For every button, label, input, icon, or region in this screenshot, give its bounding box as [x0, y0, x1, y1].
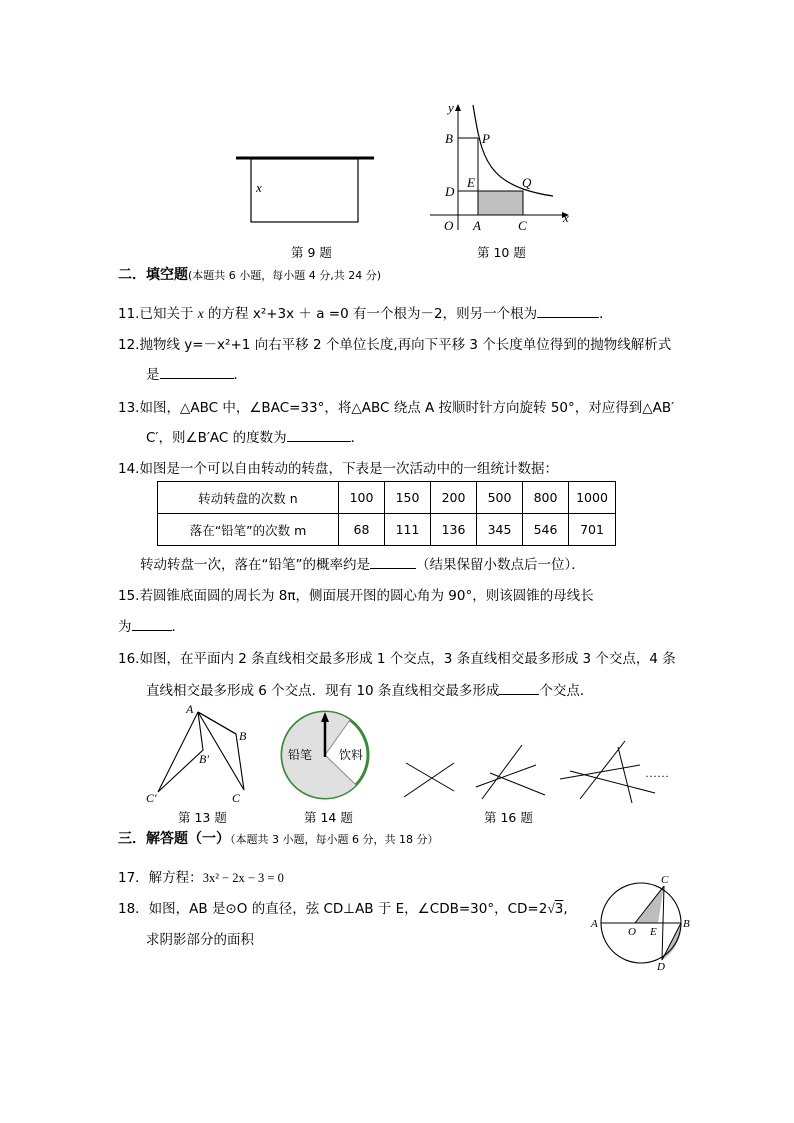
table-cell: 345	[477, 514, 523, 546]
figure-18	[591, 872, 695, 973]
section2-note: (本题共 6 小题，每小题 4 分,共 24 分)	[188, 269, 382, 282]
table-cell: 800	[523, 482, 569, 514]
section3-note: （本题共 3 小题，每小题 6 分，共 18 分）	[230, 833, 439, 846]
fig14-label-pencil: 铅笔	[288, 748, 313, 762]
fig16-dots: ……	[645, 766, 669, 780]
figure-14	[280, 710, 370, 800]
fig16-line	[618, 747, 632, 803]
table-row	[158, 514, 616, 546]
table-cell: 701	[569, 514, 616, 546]
fig18-label-C: C	[661, 874, 669, 886]
fig13-label-A: A	[186, 702, 194, 716]
fig10-label-x: x	[563, 210, 569, 225]
table-cell: 1000	[569, 482, 616, 514]
table-cell: 111	[385, 514, 431, 546]
question-15-line2: 为 ．	[118, 619, 185, 635]
fig14-label-drink: 饮料	[339, 748, 364, 762]
table-cell: 546	[523, 514, 569, 546]
fig10-label-P: P	[482, 131, 490, 146]
question-14-after: 转动转盘一次，落在“铅笔”的概率约是 （结果保留小数点后一位）．	[140, 557, 585, 573]
question-14-intro: 14.如图是一个可以自由转动的转盘，下表是一次活动中的一组统计数据：	[118, 461, 558, 477]
fig16-line	[570, 771, 655, 793]
fig18-label-E: E	[650, 926, 657, 938]
question-17: 17．解方程：3x² − 2x − 3 = 0	[118, 870, 284, 886]
table-header-m: 落在“铅笔”的次数 m	[158, 514, 339, 546]
table-cell: 200	[431, 482, 477, 514]
fig18-label-B: B	[683, 918, 690, 930]
figure-9	[230, 150, 380, 230]
fig16-line	[476, 765, 536, 787]
question-18-line1: 18．如图，AB 是⊙O 的直径，弦 CD⊥AB 于 E，∠CDB=30°，CD=2√3,	[118, 901, 568, 917]
figure-13	[140, 700, 260, 810]
answer-blank-16[interactable]	[499, 682, 539, 695]
answer-blank-15[interactable]	[132, 618, 172, 631]
question-11: 11.已知关于 x 的方程 x²+3x ＋ a =0 有一个根为－2，则另一个根为 ．	[118, 306, 613, 322]
fig10-label-D: D	[445, 184, 455, 199]
fig18-label-O: O	[628, 926, 636, 938]
fig16-line	[404, 763, 454, 797]
question-12-line1: 12.抛物线 y=－x²+1 向右平移 2 个单位长度,再向下平移 3 个长度单位得到的抛物线解析式	[118, 337, 672, 353]
table-header-n: 转动转盘的次数 n	[158, 482, 339, 514]
fig13-caption: 第 13 题	[178, 810, 227, 825]
section2-title: 二．填空题	[118, 267, 188, 283]
sqrt-symbol: √	[547, 901, 555, 916]
fig10-label-Q: Q	[522, 175, 532, 190]
question-13-line1: 13.如图，△ABC 中，∠BAC=33°，将△ABC 绕点 A 按顺时针方向旋转 50°，对应得到△AB′	[118, 400, 675, 416]
fig10-label-y: y	[448, 100, 454, 115]
figure-16	[400, 735, 680, 805]
fig14-caption: 第 14 题	[304, 810, 353, 825]
fig16-line	[406, 763, 454, 791]
table-cell: 100	[339, 482, 385, 514]
fig10-label-B: B	[445, 131, 453, 146]
question-16-line1: 16.如图，在平面内 2 条直线相交最多形成 1 个交点，3 条直线相交最多形成 3 个交点，4 条	[118, 651, 676, 667]
fig9-label-x: x	[256, 180, 262, 195]
fig13-label-C: C	[232, 791, 241, 805]
fig13-triangle-ABprimeCprime	[158, 712, 203, 792]
table-cell: 68	[339, 514, 385, 546]
question-13-line2: C′，则∠B′AC 的度数为 ．	[146, 430, 365, 446]
answer-blank-14[interactable]	[370, 556, 416, 569]
fig16-caption: 第 16 题	[484, 810, 533, 825]
question-16-line2: 直线相交最多形成 6 个交点．现有 10 条直线相交最多形成 个交点．	[146, 683, 594, 699]
question-15-line1: 15.若圆锥底面圆的周长为 8π，侧面展开图的圆心角为 90°，则该圆锥的母线长	[118, 588, 594, 604]
section2-heading	[118, 264, 381, 284]
figure-10	[430, 100, 580, 235]
fig10-y-arrow	[455, 104, 461, 111]
fig13-label-Bprime: B′	[199, 752, 209, 766]
table-cell: 136	[431, 514, 477, 546]
question-12-line2: 是 ．	[146, 367, 247, 383]
section3-heading	[118, 828, 438, 848]
fig9-rectangle	[251, 159, 358, 222]
fig10-shaded-rect	[478, 191, 523, 215]
fig13-triangle-ABC	[198, 712, 244, 790]
fig13-label-B: B	[239, 729, 247, 743]
fig10-label-C: C	[518, 218, 527, 233]
fig10-hyperbola	[473, 105, 553, 196]
fig9-caption: 第 9 题	[291, 245, 332, 260]
table-cell: 500	[477, 482, 523, 514]
fig10-label-A: A	[473, 218, 481, 233]
table-cell: 150	[385, 482, 431, 514]
section3-title: 三．解答题（一）	[118, 831, 230, 847]
fig13-label-Cprime: C′	[146, 791, 157, 805]
answer-blank-13[interactable]	[287, 429, 351, 442]
answer-blank-12[interactable]	[160, 366, 234, 379]
question-18-line2: 求阴影部分的面积	[146, 932, 254, 948]
fig18-label-D: D	[657, 961, 665, 973]
fig10-caption: 第 10 题	[477, 245, 526, 260]
fig18-label-A: A	[591, 918, 598, 930]
fig18-line-BD	[662, 923, 681, 960]
answer-blank-11[interactable]	[537, 305, 599, 318]
fig13-line-AB	[198, 712, 236, 734]
stats-table	[157, 481, 616, 546]
table-row	[158, 482, 616, 514]
fig10-label-E: E	[467, 175, 475, 190]
fig10-label-O: O	[444, 218, 454, 233]
